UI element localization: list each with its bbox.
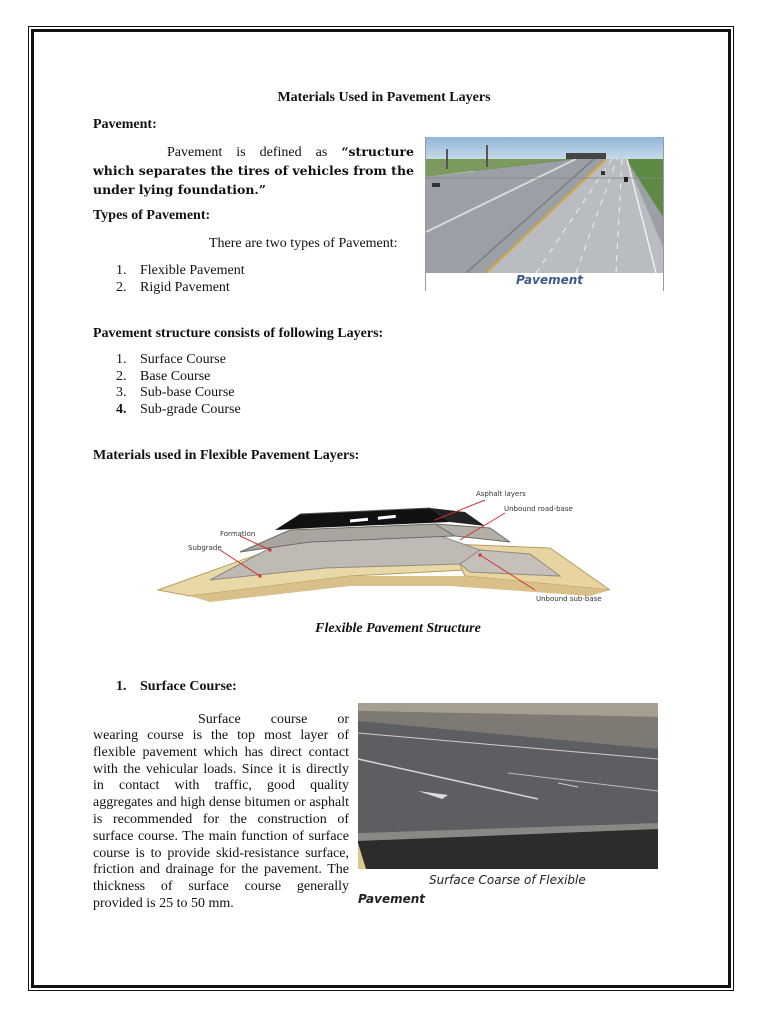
list-item: 4. Sub-grade Course [116,402,241,418]
highway-image [426,137,663,273]
list-item: 1. Flexible Pavement [116,263,245,278]
surface-heading: Surface Course: [140,679,237,694]
surface-heading-number: 1. [116,679,127,694]
definition-paragraph [93,143,414,200]
diagram-label-sub-base: Unbound sub-base [536,595,602,603]
types-list [116,263,245,296]
list-item: 2. Base Course [116,368,211,384]
page-title: Materials Used in Pavement Layers [277,90,491,105]
diagram-label-asphalt: Asphalt layers [476,490,526,498]
diagram-label-road-base: Unbound road-base [504,505,573,513]
surface-photo-caption-cut: Pavement [358,892,426,903]
diagram-label-subgrade: Subgrade [188,544,222,552]
layers-list [116,352,241,419]
flexible-pavement-diagram [150,480,610,610]
flexible-heading: Materials used in Flexible Pavement Layers: [93,448,360,463]
pavement-photo-caption: Pavement [516,273,584,287]
diagram-label-formation: Formation [220,530,256,538]
types-heading: Types of Pavement: [93,208,211,223]
definition-quote: “structure which separates the tires of vehicles from the under lying foundation.” [93,144,414,197]
types-intro: There are two types of Pavement: [209,236,398,251]
list-item: 1. Surface Course [116,352,226,367]
diagram-caption: Flexible Pavement Structure [315,621,481,636]
pavement-heading: Pavement: [93,117,157,132]
surface-course-image [358,703,658,869]
layers-heading: Pavement structure consists of following Layers: [93,326,384,341]
surface-paragraph: wearing course is the top most layer of flexible pavement which has direct contact with the vehicular loads. Since it is directly in contact with traffic, good quality aggregates and high dense bitumen or asphalt is recommended for the construction of surface course. The main function of surface course is to provide skid-resistance surface, friction and drainage for the pavement. The thickness of surface course generally provided is 25 to 50 mm. [93,728,349,911]
pavement-photo [425,137,664,291]
surface-photo [358,703,658,903]
definition-lead: Pavement is defined as [167,145,342,160]
list-item: 3. Sub-base Course [116,385,235,401]
list-item: 2. Rigid Pavement [116,279,230,295]
surface-first-line: Surface course or [198,712,349,727]
surface-photo-caption: Surface Coarse of Flexible [429,873,586,887]
